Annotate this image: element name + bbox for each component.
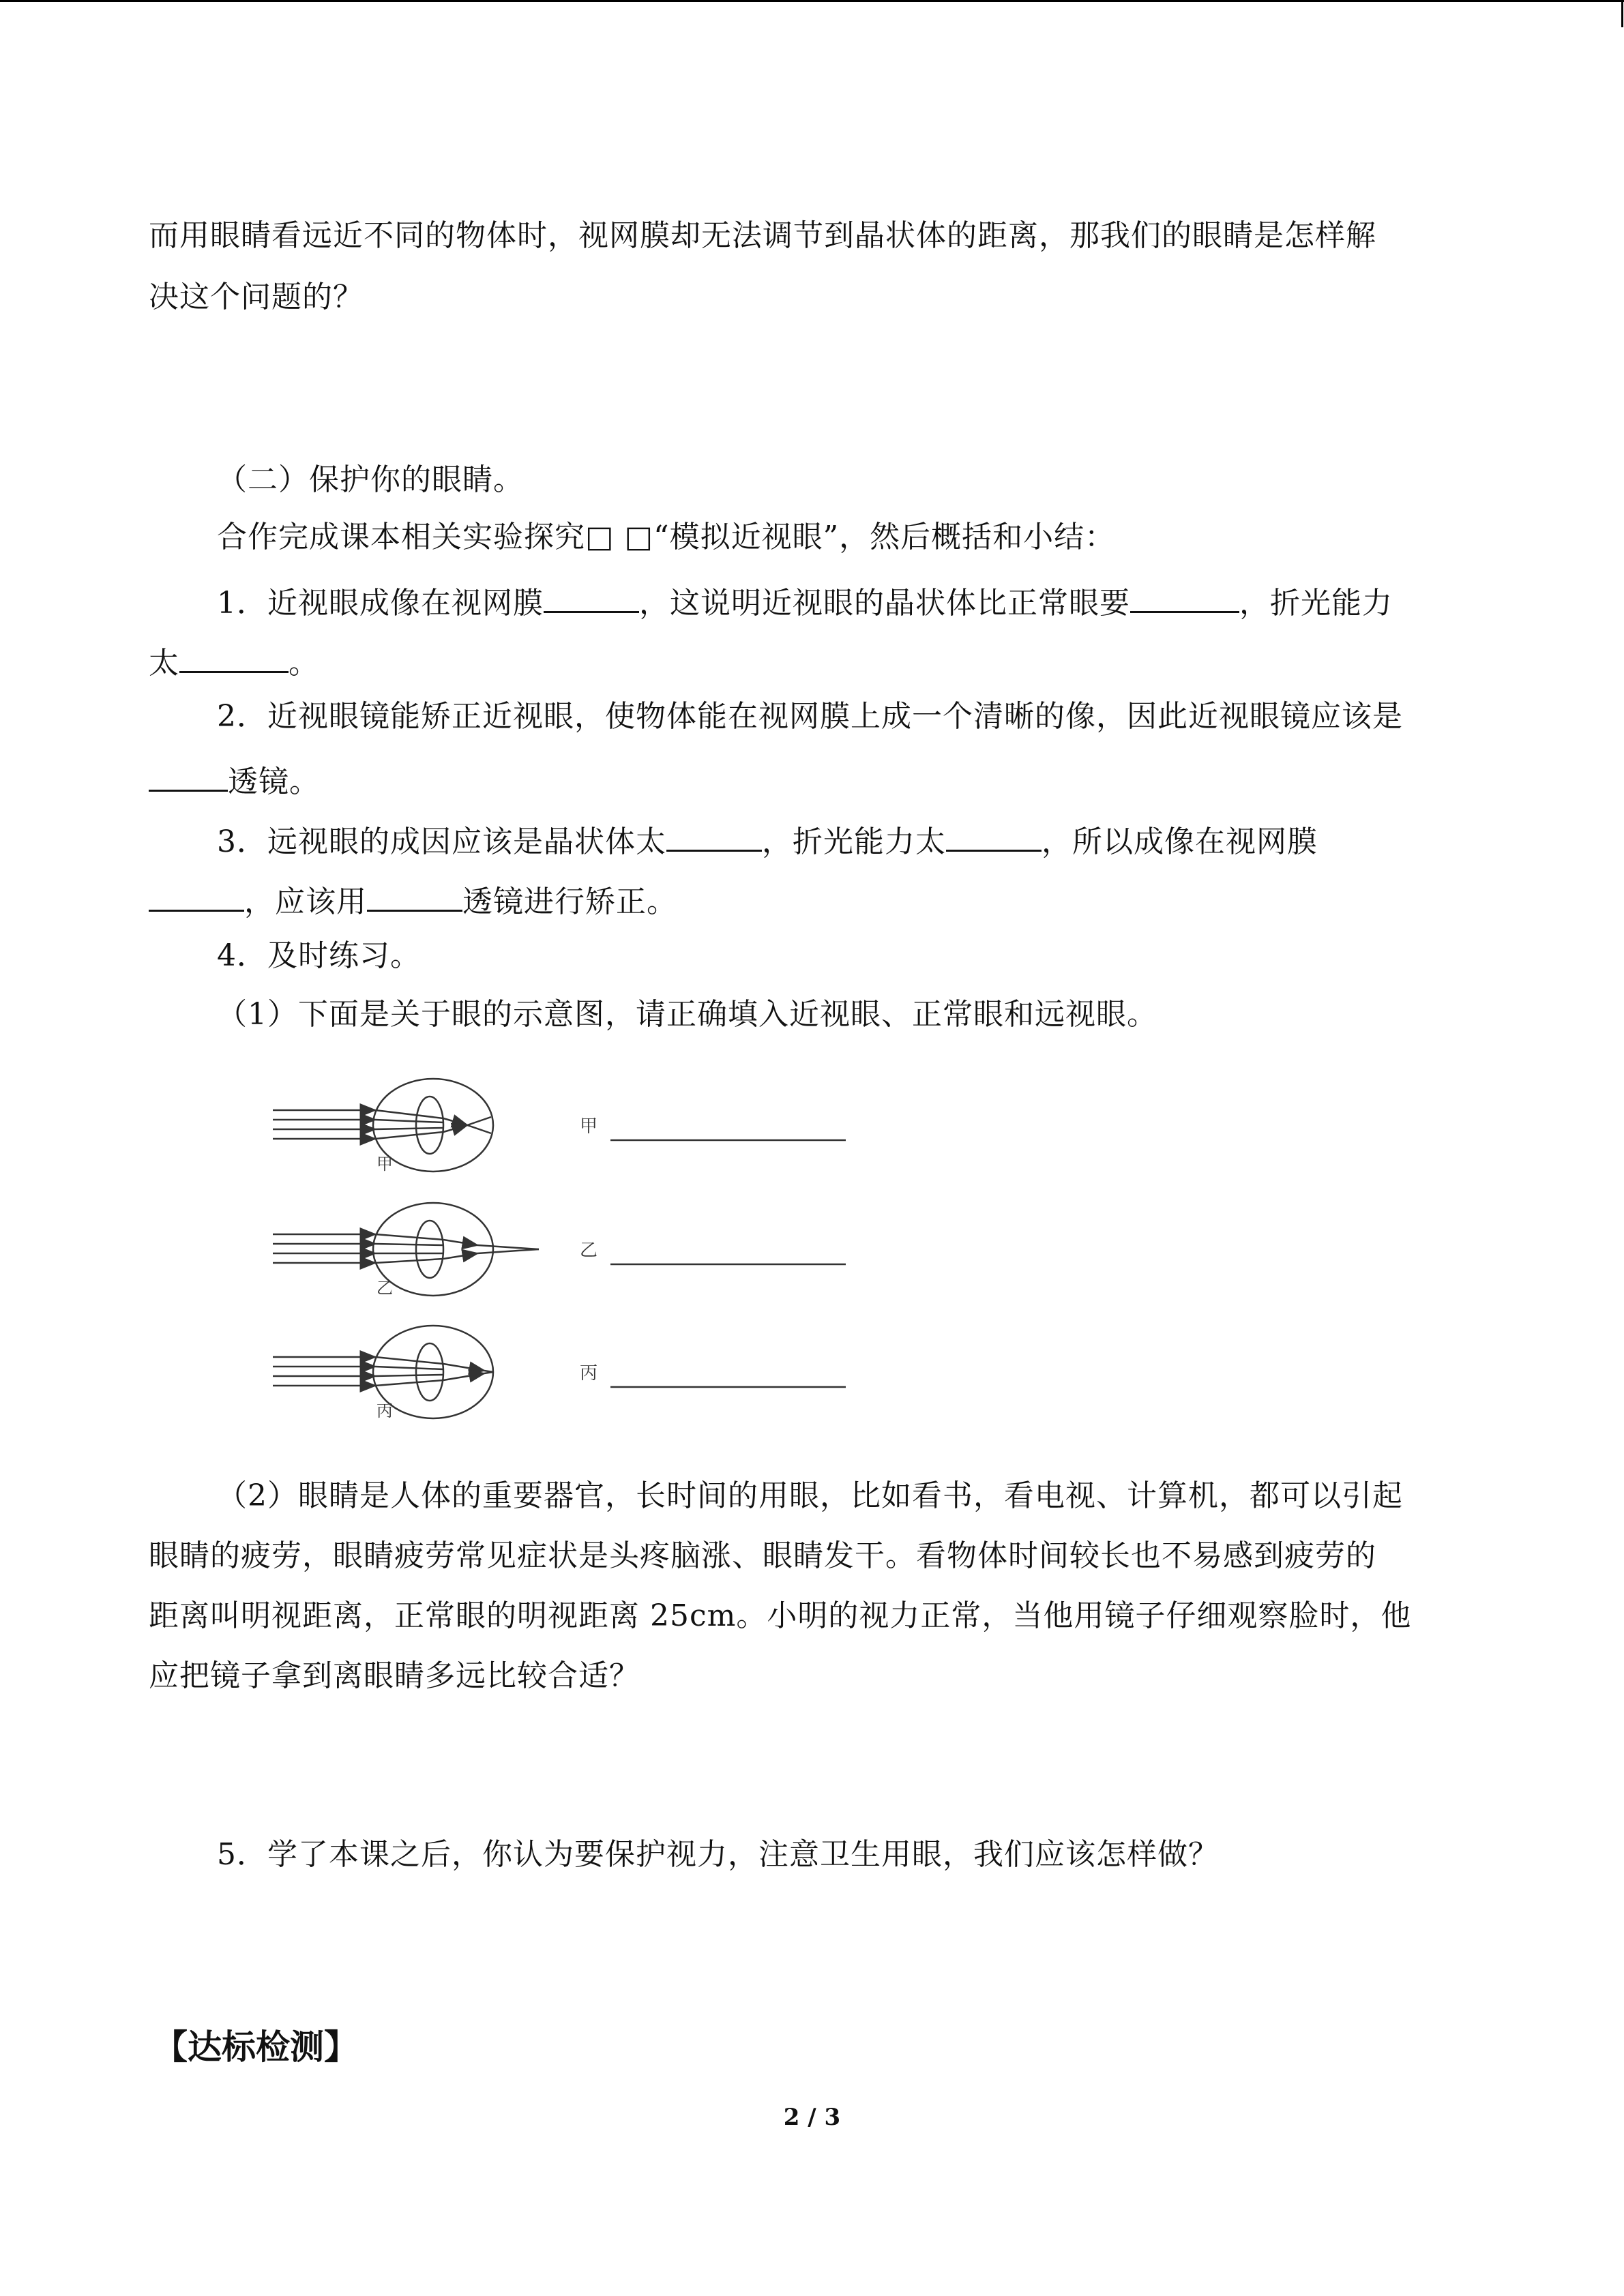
eye-figure-jia (273, 1079, 846, 1174)
question-3-line (217, 818, 1318, 860)
question-4-title: 4．及时练习。 (217, 938, 421, 973)
question-3-line (149, 878, 677, 920)
answer-blank[interactable] (179, 640, 289, 673)
eye-figure-bing (273, 1326, 846, 1420)
question-1-text: 。 (289, 646, 319, 681)
question-1-text: ，折光能力 (1239, 586, 1393, 621)
question-2-text: 透镜。 (228, 764, 320, 799)
blank-label-jia: 甲 (580, 1116, 598, 1137)
question-3-text: 透镜进行矫正。 (462, 884, 677, 919)
section-heading: 【达标检测】 (153, 2027, 358, 2067)
blank-label-bing: 丙 (580, 1363, 598, 1384)
question-4-2-line: 眼睛的疲劳，眼睛疲劳常见症状是头疼脑涨、眼睛发干。看物体时间较长也不易感到疲劳的 (149, 1538, 1376, 1573)
question-1-line (149, 640, 319, 681)
page-number: 2 / 3 (783, 2104, 841, 2131)
answer-blank[interactable] (946, 818, 1042, 852)
eye-diagram (259, 1064, 873, 1439)
paragraph-line: 决这个问题的？ (149, 280, 364, 314)
question-3-text: ，折光能力太 (762, 824, 946, 859)
figure-label-bing: 丙 (377, 1401, 393, 1420)
answer-blank[interactable] (367, 878, 462, 912)
answer-blank[interactable] (544, 580, 639, 613)
question-4-2-line: 应把镜子拿到离眼睛多远比较合适？ (149, 1658, 640, 1693)
eye-figure-yi (273, 1203, 846, 1298)
section-intro: 合作完成课本相关实验探究□ □“模拟近视眼”，然后概括和小结： (217, 520, 1116, 554)
question-2-line (149, 758, 320, 800)
question-4-2-line: 距离叫明视距离，正常眼的明视距离 25cm。小明的视力正常，当他用镜子仔细观察脸时，他 (149, 1598, 1412, 1633)
question-3-text: ，所以成像在视网膜 (1042, 824, 1318, 859)
paragraph-line: 而用眼睛看远近不同的物体时，视网膜却无法调节到晶状体的距离，那我们的眼睛是怎样解 (149, 218, 1376, 253)
answer-blank[interactable] (149, 758, 228, 792)
answer-blank[interactable] (666, 818, 762, 852)
question-1-text: ，这说明近视眼的晶状体比正常眼要 (639, 586, 1130, 621)
section-title: （二）保护你的眼睛。 (217, 462, 524, 497)
question-2-line: 2．近视眼镜能矫正近视眼，使物体能在视网膜上成一个清晰的像，因此近视眼镜应该是 (217, 699, 1403, 734)
right-border (1621, 0, 1623, 27)
top-border (0, 0, 1624, 2)
question-1-text: 1．近视眼成像在视网膜 (217, 586, 544, 621)
question-5: 5．学了本课之后，你认为要保护视力，注意卫生用眼，我们应该怎样做？ (217, 1837, 1219, 1872)
question-4-2-line: （2）眼睛是人体的重要器官，长时间的用眼，比如看书，看电视、计算机，都可以引起 (217, 1478, 1403, 1513)
question-3-text: ，应该用 (244, 884, 367, 919)
question-3-text: 3．远视眼的成因应该是晶状体太 (217, 824, 666, 859)
figure-label-jia: 甲 (377, 1154, 393, 1174)
question-1-text: 太 (149, 646, 179, 681)
answer-blank[interactable] (1130, 580, 1239, 613)
blank-label-yi: 乙 (580, 1240, 598, 1261)
figure-label-yi: 乙 (377, 1279, 393, 1298)
question-1-line (217, 580, 1393, 621)
answer-blank[interactable] (149, 878, 244, 912)
question-4-sub1: （1）下面是关于眼的示意图，请正确填入近视眼、正常眼和远视眼。 (217, 997, 1157, 1032)
